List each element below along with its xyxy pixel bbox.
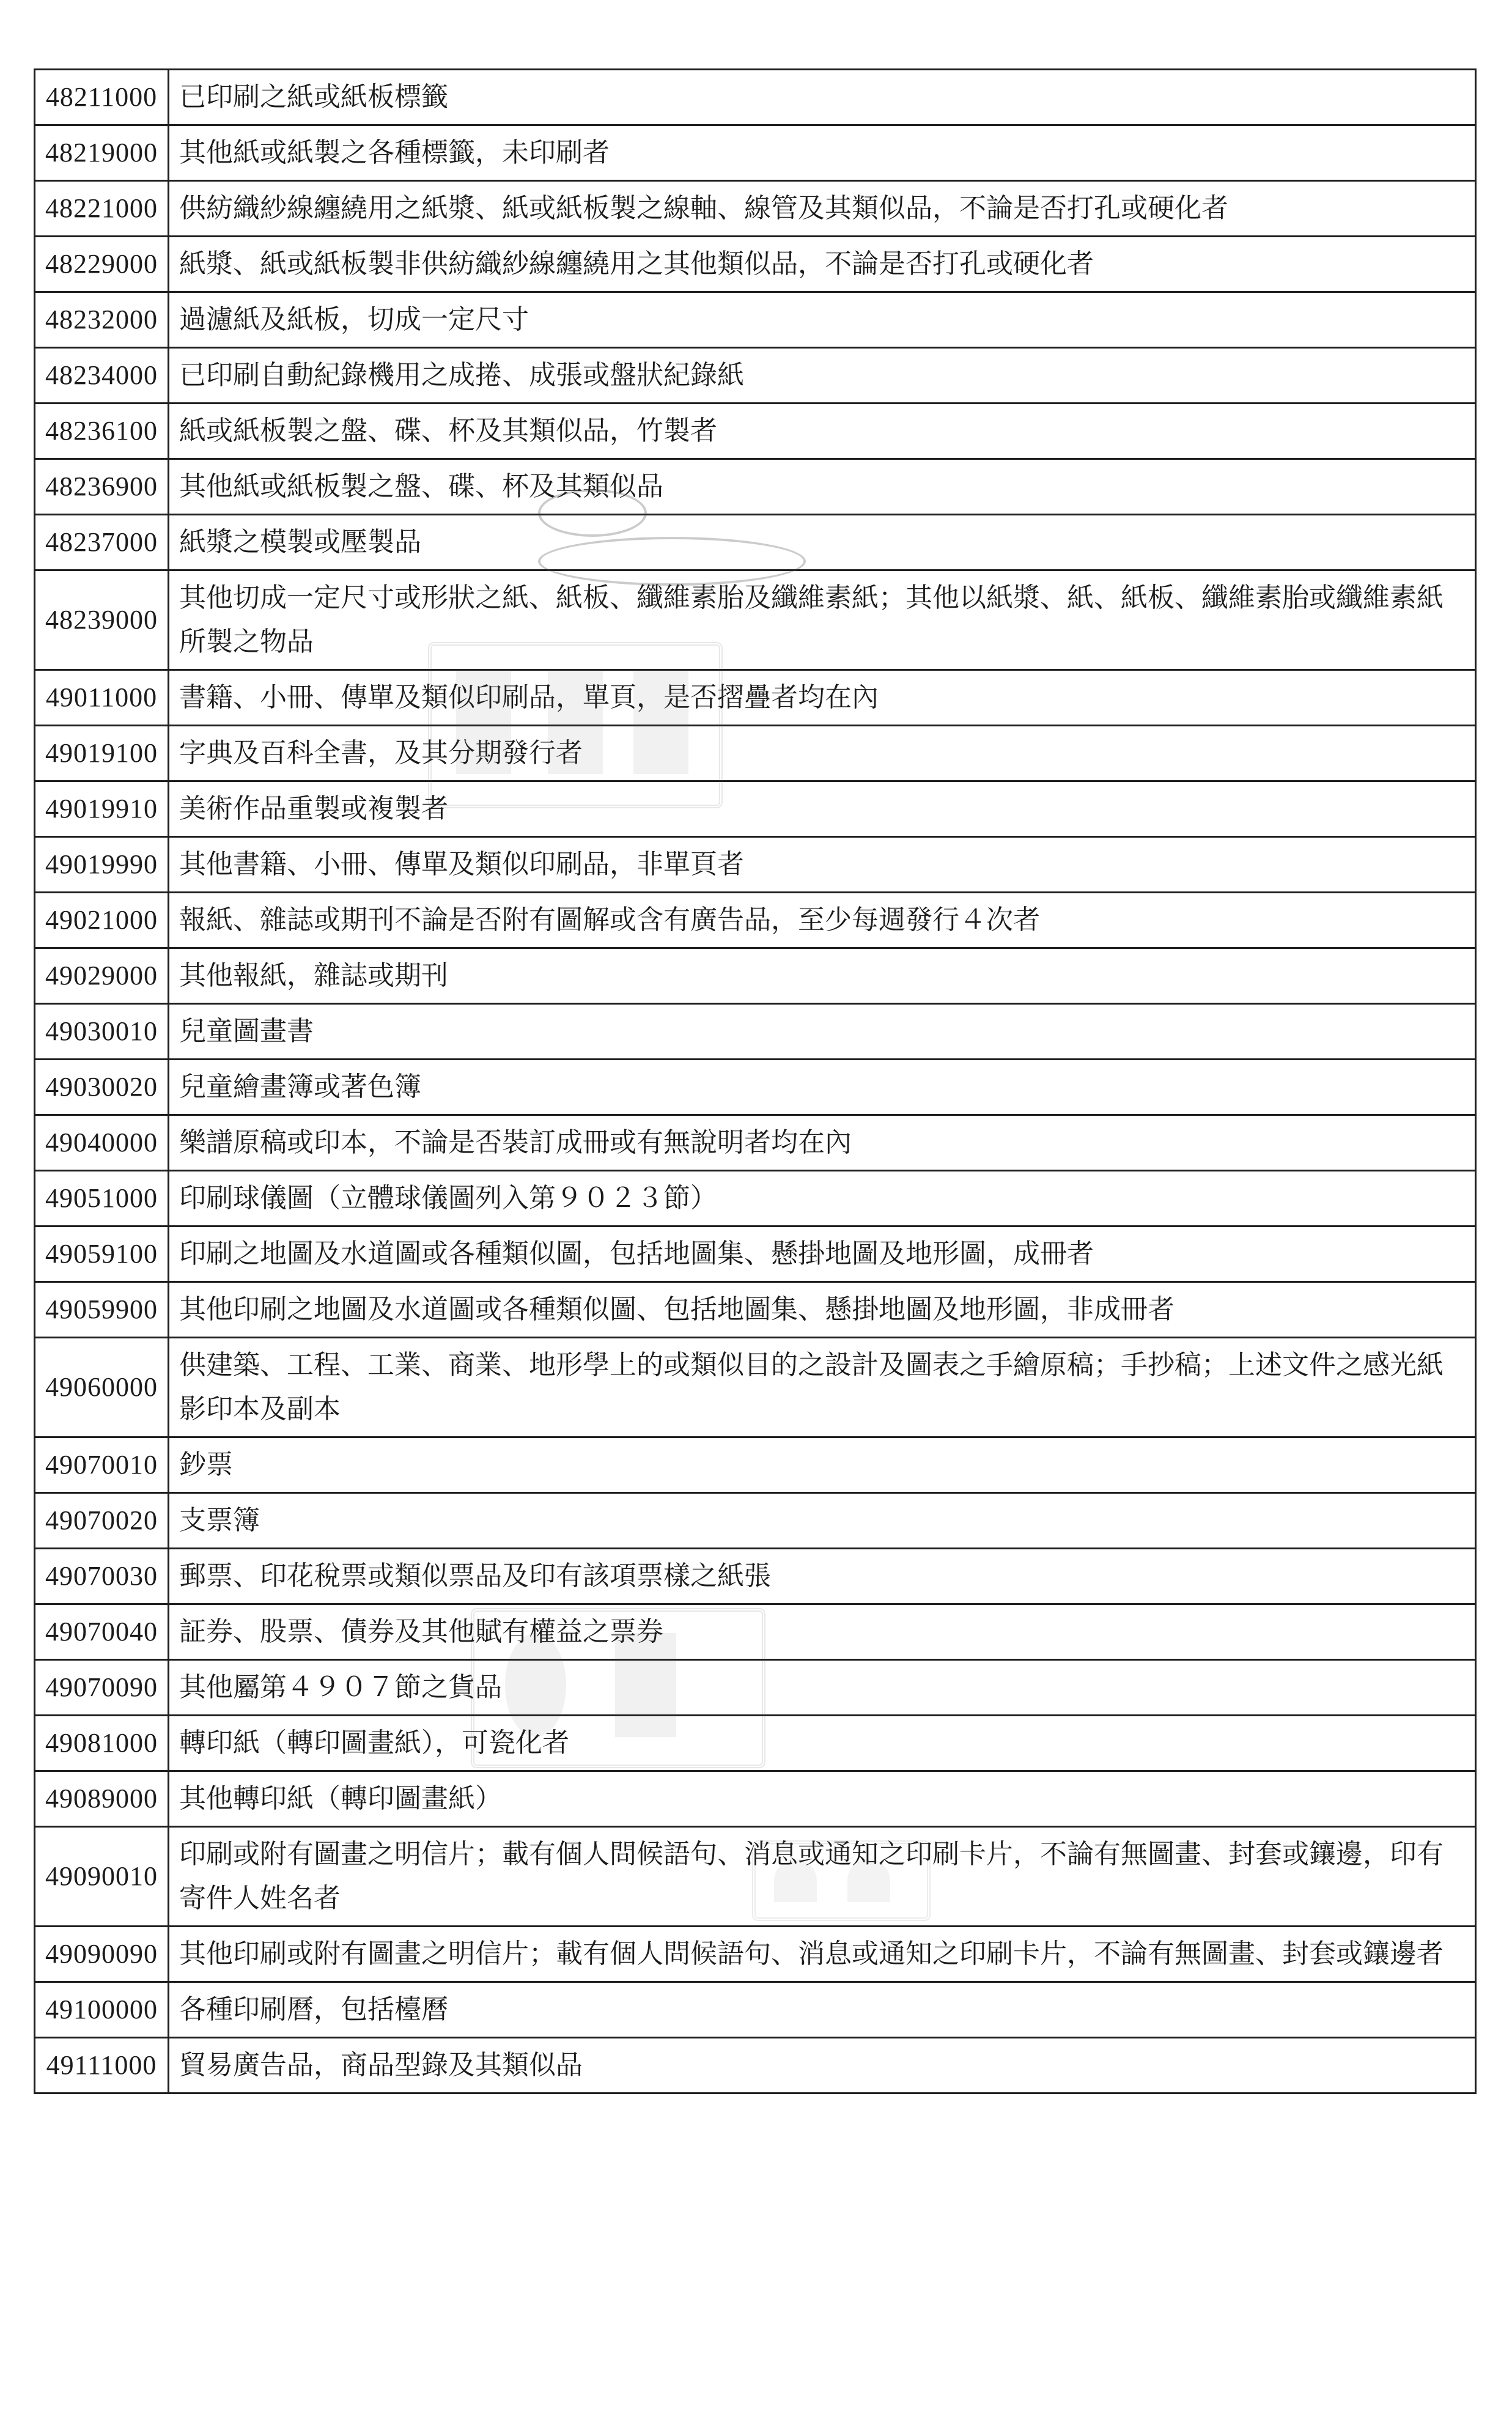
hs-description-cell: 已印刷自動紀錄機用之成捲、成張或盤狀紀錄紙: [169, 348, 1476, 404]
tariff-code-table-body: [35, 70, 1476, 2093]
hs-description-cell: 郵票、印花稅票或類似票品及印有該項票樣之紙張: [169, 1549, 1476, 1604]
table-row: [35, 404, 1476, 459]
hs-description-cell: 報紙、雜誌或期刊不論是否附有圖解或含有廣告品，至少每週發行４次者: [169, 893, 1476, 948]
hs-description-cell: 紙漿之模製或壓製品: [169, 515, 1476, 570]
hs-description-cell: 字典及百科全書，及其分期發行者: [169, 726, 1476, 781]
table-row: [35, 459, 1476, 515]
hs-code-cell: 48234000: [35, 348, 169, 404]
hs-code-cell: 49111000: [35, 2038, 169, 2093]
hs-code-cell: 49090090: [35, 1927, 169, 1982]
hs-code-cell: 49059900: [35, 1282, 169, 1338]
hs-description-cell: 貿易廣告品，商品型錄及其類似品: [169, 2038, 1476, 2093]
table-row: [35, 1827, 1476, 1927]
table-row: [35, 1115, 1476, 1171]
hs-description-cell: 已印刷之紙或紙板標籤: [169, 70, 1476, 125]
hs-code-cell: 49051000: [35, 1171, 169, 1227]
table-row: [35, 670, 1476, 726]
hs-code-cell: 49019990: [35, 837, 169, 893]
hs-description-cell: 書籍、小冊、傳單及類似印刷品，單頁，是否摺疊者均在內: [169, 670, 1476, 726]
tariff-code-table: [34, 68, 1477, 2094]
table-row: [35, 1171, 1476, 1227]
hs-description-cell: 供紡織紗線纏繞用之紙漿、紙或紙板製之線軸、線管及其類似品，不論是否打孔或硬化者: [169, 181, 1476, 237]
hs-code-cell: 48237000: [35, 515, 169, 570]
hs-code-cell: 49060000: [35, 1338, 169, 1437]
table-row: [35, 1660, 1476, 1716]
hs-description-cell: 其他紙或紙製之各種標籤，未印刷者: [169, 125, 1476, 181]
table-row: [35, 837, 1476, 893]
hs-description-cell: 紙或紙板製之盤、碟、杯及其類似品，竹製者: [169, 404, 1476, 459]
hs-description-cell: 印刷球儀圖（立體球儀圖列入第９０２３節）: [169, 1171, 1476, 1227]
hs-description-cell: 印刷之地圖及水道圖或各種類似圖，包括地圖集、懸掛地圖及地形圖，成冊者: [169, 1227, 1476, 1282]
hs-description-cell: 供建築、工程、工業、商業、地形學上的或類似目的之設計及圖表之手繪原稿；手抄稿；上述文件之感光紙影印本及副本: [169, 1338, 1476, 1437]
hs-code-cell: 49070040: [35, 1604, 169, 1660]
table-row: [35, 237, 1476, 292]
hs-code-cell: 49019910: [35, 781, 169, 837]
table-row: [35, 948, 1476, 1004]
hs-code-cell: 49070020: [35, 1493, 169, 1549]
hs-description-cell: 其他切成一定尺寸或形狀之紙、紙板、纖維素胎及纖維素紙；其他以紙漿、紙、紙板、纖維素胎或纖維素紙所製之物品: [169, 570, 1476, 670]
table-row: [35, 726, 1476, 781]
hs-description-cell: 其他印刷之地圖及水道圖或各種類似圖、包括地圖集、懸掛地圖及地形圖，非成冊者: [169, 1282, 1476, 1338]
hs-description-cell: 轉印紙（轉印圖畫紙），可瓷化者: [169, 1716, 1476, 1771]
hs-description-cell: 鈔票: [169, 1437, 1476, 1493]
hs-code-cell: 48211000: [35, 70, 169, 125]
hs-description-cell: 其他紙或紙板製之盤、碟、杯及其類似品: [169, 459, 1476, 515]
hs-code-cell: 49040000: [35, 1115, 169, 1171]
hs-description-cell: 其他書籍、小冊、傳單及類似印刷品，非單頁者: [169, 837, 1476, 893]
hs-description-cell: 兒童繪畫簿或著色簿: [169, 1060, 1476, 1115]
hs-description-cell: 過濾紙及紙板，切成一定尺寸: [169, 292, 1476, 348]
table-row: [35, 348, 1476, 404]
table-row: [35, 1227, 1476, 1282]
hs-code-cell: 48236900: [35, 459, 169, 515]
table-row: [35, 181, 1476, 237]
hs-code-cell: 49029000: [35, 948, 169, 1004]
hs-description-cell: 支票簿: [169, 1493, 1476, 1549]
hs-code-cell: 49059100: [35, 1227, 169, 1282]
hs-description-cell: 兒童圖畫書: [169, 1004, 1476, 1060]
hs-code-cell: 49021000: [35, 893, 169, 948]
hs-code-cell: 48236100: [35, 404, 169, 459]
table-row: [35, 292, 1476, 348]
table-row: [35, 70, 1476, 125]
hs-description-cell: 印刷或附有圖畫之明信片；載有個人問候語句、消息或通知之印刷卡片，不論有無圖畫、封套或鑲邊，印有寄件人姓名者: [169, 1827, 1476, 1927]
hs-code-cell: 48232000: [35, 292, 169, 348]
table-row: [35, 1060, 1476, 1115]
table-row: [35, 1338, 1476, 1437]
hs-code-cell: 49019100: [35, 726, 169, 781]
table-row: [35, 515, 1476, 570]
table-row: [35, 570, 1476, 670]
hs-description-cell: 美術作品重製或複製者: [169, 781, 1476, 837]
table-row: [35, 1549, 1476, 1604]
hs-code-cell: 49090010: [35, 1827, 169, 1927]
table-row: [35, 1004, 1476, 1060]
table-row: [35, 893, 1476, 948]
hs-code-cell: 49070030: [35, 1549, 169, 1604]
hs-description-cell: 各種印刷曆，包括檯曆: [169, 1982, 1476, 2038]
hs-code-cell: 49070090: [35, 1660, 169, 1716]
hs-code-cell: 48239000: [35, 570, 169, 670]
table-row: [35, 781, 1476, 837]
table-row: [35, 1437, 1476, 1493]
table-row: [35, 125, 1476, 181]
hs-description-cell: 其他報紙，雜誌或期刊: [169, 948, 1476, 1004]
hs-description-cell: 紙漿、紙或紙板製非供紡織紗線纏繞用之其他類似品，不論是否打孔或硬化者: [169, 237, 1476, 292]
hs-code-cell: 48221000: [35, 181, 169, 237]
hs-description-cell: 樂譜原稿或印本，不論是否裝訂成冊或有無說明者均在內: [169, 1115, 1476, 1171]
hs-code-cell: 49011000: [35, 670, 169, 726]
table-row: [35, 1982, 1476, 2038]
hs-code-cell: 49030020: [35, 1060, 169, 1115]
hs-code-cell: 48229000: [35, 237, 169, 292]
table-row: [35, 1771, 1476, 1827]
hs-description-cell: 証券、股票、債券及其他賦有權益之票券: [169, 1604, 1476, 1660]
table-row: [35, 1282, 1476, 1338]
hs-code-cell: 49030010: [35, 1004, 169, 1060]
hs-description-cell: 其他印刷或附有圖畫之明信片；載有個人問候語句、消息或通知之印刷卡片，不論有無圖畫、封套或鑲邊者: [169, 1927, 1476, 1982]
hs-code-cell: 49070010: [35, 1437, 169, 1493]
table-row: [35, 1716, 1476, 1771]
hs-code-cell: 48219000: [35, 125, 169, 181]
hs-code-cell: 49081000: [35, 1716, 169, 1771]
hs-description-cell: 其他屬第４９０７節之貨品: [169, 1660, 1476, 1716]
table-row: [35, 1604, 1476, 1660]
table-row: [35, 1493, 1476, 1549]
hs-description-cell: 其他轉印紙（轉印圖畫紙）: [169, 1771, 1476, 1827]
hs-code-cell: 49089000: [35, 1771, 169, 1827]
table-row: [35, 2038, 1476, 2093]
table-row: [35, 1927, 1476, 1982]
hs-code-cell: 49100000: [35, 1982, 169, 2038]
